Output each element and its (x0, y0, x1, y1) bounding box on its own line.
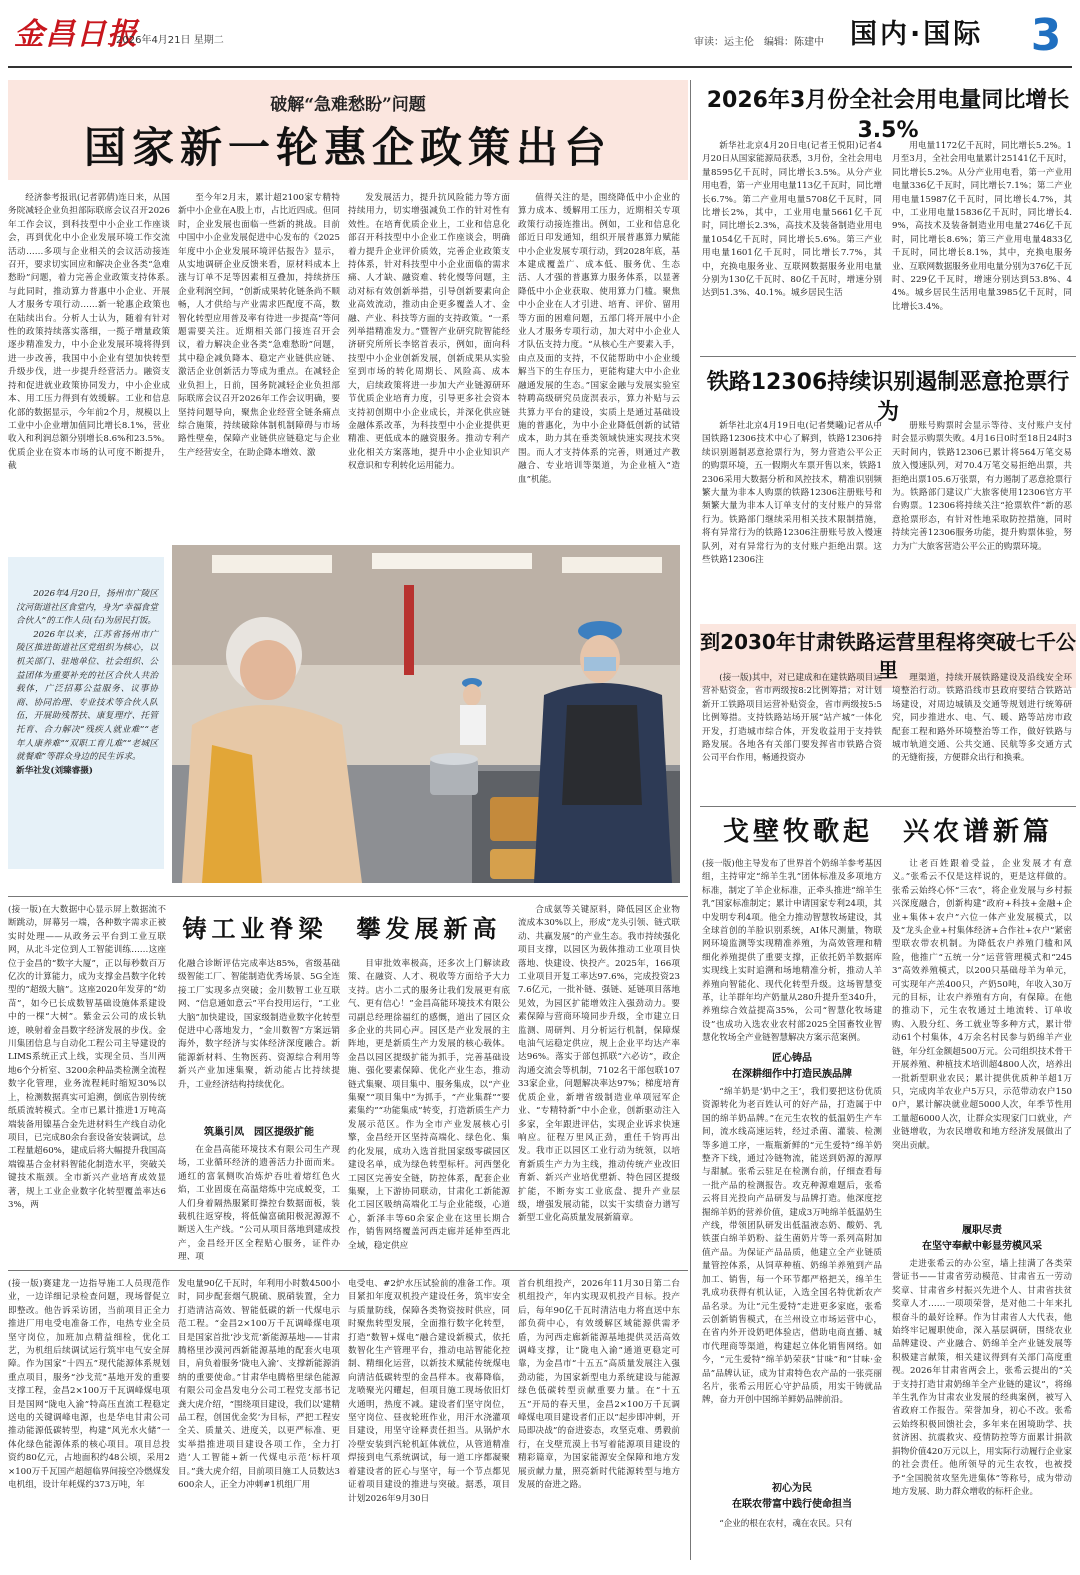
gobi-subhead-2b: 在联农带富中践行使命担当 (732, 1499, 852, 1510)
masthead-rule (8, 66, 1072, 68)
newspaper-logo: 金昌日报 (14, 17, 138, 52)
industry-column-4: 合成氨等关键原料，降低园区企业物流成本30%以上，形成“龙头引领、链式联动、共赢发展”的产业生态。我市持续强化项目支撑，以园区为载体推动工业项目快落地、快建设、快投产。2025年，166项工业项目开复工率达97.6%，完成投资237.6亿元，一批补链、强链、延链项目落地见效，为园区扩能增效注入强劲动力。要素保障与营商环境同步升级，全市建立日监测、周研判、月分析运行机制，保障煤电油气运稳定供应，规上企业平均达产率达96%。落实于部包抓联“六必访”，政企沟通交流会等机制，7102名干部包联10733家企业，问题解决率达97%；梯度培育优质企业，新增省级制造业单项冠军企业、“专精特新”中小企业，创新驱动注入多家，全年跟进评估，实现企业诉求快速响应。征程万里风正劲，重任千钧再出发。我市正以园区工业行动为统领，以培育新质生产力为主线，推动传统产业改旧育新、新兴产业培优塑新、特色园区提级扩能，不断夯实工业底盘、提升产业层级，增强发展动能，以实干实绩奋力谱写新型工业化高质量发展新篇章。 (518, 905, 680, 1224)
gobi-column-1c: “企业的根在农村，魂在农民。只有 (719, 1519, 853, 1529)
gobi-column-1b: “绵羊奶是‘奶中之王’，我们要把这份优质资源转化为老百姓认可的好产品，打造属于中国的绵羊奶品牌。”在元生农牧的低温奶生产车间，流水线高速运转，经过杀菌、灌装、检测等多道工序，一瓶瓶新鲜的“元生爱特”绵羊奶整齐下线，通过冷链物流，能送到奶源的源厚与甜腻。张希云驻足在检测台前，仔细查看每一批产品的检测报告。攻克种源难题后，张希云将目光投向产品研发与品牌打造。他深度挖掘绵羊奶的营养价值，建成3万吨绵羊低温奶生产线，带领团队研发出低温液态奶、酸奶、乳铁蛋白绵羊奶粉、益生菌奶片等一系列高附加值产品。为保证产品品质，他建立全产业链质量管控体系，从饲草种植、奶绵羊养殖到产品加工、销售，每一个环节都严格把关，绵羊生乳成功获得有机认证，入选全国名特优新农产品名录。为让“元生爱特”走进更多家庭，张希云创新销售模式，在兰州设立市场运营中心，在省内外开设奶吧体验店，借助电商直播、城市代理商等渠道，构建起立体化销售网络。如今，“元生爱特”绵羊奶荣获“甘味”和“甘味·金品”品牌认证，成为甘肃特色农产品的一张亮丽名片，张希云用匠心守护品质，用实干铸就品牌，奋力开创中国绵羊鲜奶品牌前沿。 (702, 1087, 882, 1406)
section-title: 国内·国际 (850, 19, 984, 50)
photo-illustration (172, 545, 680, 883)
gobi-subhead-1a: 匠心铸品 (772, 1053, 812, 1064)
rail-column-1: 新华社北京4月19日电(记者樊曦)记者从中国铁路12306技术中心了解到，铁路12306持续识别遏制恶意抢票行为，努力营造公平公正的购票环境，五一假期火车票开售以来，铁路12306采用大数据分析和风控技术，精准识别频繁大量为非本人购票的铁路12306注册账号和频繁大量为非本人订单支付的支付账户的异常行为。铁路部门继续采用相关技术限制措施，将有异常行为的铁路12306注册账号放入慢速队列，对有异常行为的支付账户拒绝出票。这些铁路12306注 (702, 421, 882, 566)
industry-column-3: 目审批效率极高，还多次上门解读政策、在融资、人才、税收等方面给予大力支持。店小二式的服务让我们发展更有底气、更有信心！”金昌高能环境技术有限公司副总经理徐福红的感慨，道出了园区众多企业的共同心声。园区是产业发展的主阵地，更是新质生产力发展的核心载体。金昌以园区提级扩能为抓手，完善基础设施、强化要素保障、优化产业生态，推动链式集聚、项目集中、服务集成，以“产业集聚”“项目集中”为抓手，“产业集群”“要素集约”“功能集成”转变，打造新质生产力发展示范区。作为全市产业发展核心引擎，金昌经开区坚持高端化、绿色化、集约化发展，成功入选首批国家级零碳园区建设名单，成为绿色转型标杆。河西堡化工园区完善安全链，防控体系，配套企业集聚，上下游协同联动，甘肃化工新能源化工园区吸纳高端化工与企业能级，心道心，新泽丰等60余家企业在这里长期合作，销售网络覆盖河西走廊并延伸至西北全域，稳定供应 (348, 959, 510, 1251)
gobi-subhead-2a: 初心为民 (772, 1483, 812, 1494)
section-rule (700, 356, 1076, 357)
industry-headline: 铸工业脊梁 攀发展新高 (182, 914, 502, 943)
power-headline: 2026年3月份全社会用电量同比增长3.5% (706, 88, 1070, 143)
section-rule (8, 896, 688, 897)
column-divider (690, 80, 691, 1560)
lead-headline: 国家新一轮惠企政策出台 (83, 123, 612, 172)
lead-column-3: 发发展活力，提升抗风险能力等方面持续用力，切实增强减负工作的针对性有效性。在培育优质企业上，工业和信息化部召开科技型中小企业工作座谈会，明确着力提升企业评价质效，完善企业政策支持体系，针对科技型中小企业面临的需求痛、人才缺、融资难、转化慢等问题，主动对标有效创新举措，引导创新要素向企业高效流动，推动由企更多覆盖人才、金融、产业、科技等方面的支持政策。“一系列举措精准发力。”暨智产业研究院智能经济研究所所长李铭首表示，例如，面向科技型中小企业创新发展，创新成果从实验室到市场的转化周期长、风险高、成本大，启续政策将进一步加大产业链源研环节优质企业培育力度，引导更多社会资本支持初创期中小企业成长，并深化供应链金融体系改革，为科技型中小企业提供更精准、更低成本的融资服务。推动专利产业化相关方案落地，提升中小企业知识产权意识和专利转化运用能力。 (348, 193, 510, 472)
gansu-column-1: (接一版)其中，对已建成和在建铁路项目运营补贴资金，省市两级按8:2比例筹措；对计划新开工铁路项目运营补贴资金，省市两级按5:5比例筹措。支持铁路站场开展“站产城”一体化开发，打造城市综合体，开发收益用于支持铁路发展。各地各有关部门要发挥省市铁路合资公司平台作用，畅通投资办 (702, 673, 882, 764)
section-rule (700, 806, 1076, 807)
gansu-column-2: 理渠道，持续开展铁路建设及沿线安全环境整治行动。铁路沿线市县政府要结合铁路站场建设，对周边城镇及交通等规划进行统筹研究，同步推进水、电、气、暖、路等站房市政配套工程和路外环境整治等工作，做好铁路与城市轨道交通、公共交通、民航等多交通方式的无缝衔接，方便群众出行和换乘。 (892, 673, 1072, 764)
lead-column-2: 至今年2月末，累计超2100家专精特新中小企业在A股上市，占比近四成。但同时，企业发展也面临一些新的挑战。目前中国中小企业发展促进中心发布的《2025年度中小企业发展环境评估报告》显示，从实地调研企业反馈来看，原材料成本上涨与订单不足等因素相互叠加，持续挤压企业利润空间，“创新成果转化链条尚不顺畅，人才供给与产业需求匹配度不高，数智化转型应用普及率有待进一步提高”等问题需要关注。近期相关部门接连召开会议，着力解决企业各类“急难愁盼”问题，其中稳企减负降本、稳定产业链供应链、激活企业创新活力等成为重点。在减轻企业负担上，日前，国务院减轻企业负担部际联席会议召开2026年工作会议明确，要坚持问题导向，聚焦企业经营全链条痛点综合施策，持续破除体制机制障碍与市场路性壁垒，保障产业链供应链稳定与企业生产经营安全，在助企降本增效、激 (178, 193, 340, 458)
gobi-column-1: (接一版)他主导发布了世界首个奶绵羊参考基因组，主持审定“绵羊生乳”团体标准及多项地方标准，制定了羊企业标准，正牵头推进“绵羊生乳”国家标准制定；累计申请国家专利24项，其中发明专利4项。他全力推动智慧牧场建设，其全球首创的羊脸识别系统，AI体尺测量，物联网环境监测等实现精准养殖，为高效管理和精细化养殖提供了重要支撑，正依托奶羊数据库实现线上实时追溯和场地精准分析，推动人羊养殖向智能化、现代化转型升级。这场智慧变革，让羊群年均产奶量从280升提升至340升，养殖综合效益提高35%，公司“智慧化牧场建设”也成功入选农业农村部2025全国畜牧业智慧化牧场全产业链智慧解决方案示范案例。 (702, 859, 882, 1044)
energy-column-4: 首台机组投产，2026年11月30日第二台机组投产，年内实现双机投产目标。投产后，每年90亿千瓦时清洁电力将直送中东部负荷中心，有效缓解区域能源供需矛盾，为河西走廊新能源基地提供灵活高效调峰支撑，让“陇电入渝”通道更稳定可靠，为金昌市“十五五”高质量发展注入强劲动能，为国家新型电力系统建设与能源绿色低碳转型贡献重要力量。在“十五五”开局的春天里，金昌2×100万千瓦调峰煤电项目建设者们正以“起步即冲刺，开局即决战”的奋进姿态，攻坚克难、勇毅前行，在戈壁荒漠上书写着能源项目建设的精彩篇章，为国家能源安全保障和地方发展贡献力量，照亮新时代能源转型与地方发展的奋进之路。 (518, 1279, 680, 1491)
page-number: 3 (1030, 10, 1062, 61)
industry-column-1: (接一版)在大数据中心显示屏上数据流不断跳动，屏幕另一端，各种数字需求正被实时处理——从政务云平台到工业互联网，从北斗定位到人工智能训练……这座位于金昌的“数字大厦”，正以每秒数百万亿次的计算能力，成为支撑金昌数字化转型的“超级大脑”。这座2020年发芽的“幼苗”，如今已长成数智基础设施体系建设中的一棵“大树”。紫金云公司的成长轨迹，映射着金昌数字经济发展的步伐。金川集团信息与自动化工程公司主导建设的LIMS系统正式上线，实现全员、当川两地6个分析室、3200余种品类检测全流程数字化管理，业务流程耗时缩短30%以上，检测数据真实可追溯，倒底告别传统纸质流转模式。全市已累计推进1万吨高端装备用镍基合金先进材料生产线自动化项目，已完成80余台套设备安装调试，总工程量超60%，建成后将大幅提升我国高端镍基合金材料智能化制造水平，突破关键技术瓶颈。全市新兴产业培育成效显著，规上工业企业数字化转型覆盖率达63%，两 (8, 905, 166, 1210)
energy-column-1: (接一版)赛建龙一边指导施工人员现范作业，一边详细记录检查问题，现场督促立即整改。他告诉采访团，当前项目正全力推进厂用电受电准备工作，电热专业全员坚守岗位，加班加点精益细检，优化工艺，为机组后续调试运行筑牢电气安全屏障。作为国家“十四五”现代能源体系规划重点项目，服务“沙戈荒”基地开发的重要支撑工程，金昌2×100万千瓦调峰煤电项目是国网“陇电入渝”特高压直流工程稳定送电的关键调峰电源，也是华电甘肃公司推动能源低碳转型，构建“风光水火储”一体化绿色能源体系的核心项目。项目总投资约80亿元，占地面积约48公顷，采用2×100万千瓦国产超超临界间接空冷燃煤发电机组，设计年耗煤约373万吨，年 (8, 1279, 170, 1491)
energy-column-3: 电受电、#2炉水压试验前的准备工作。项目紧扣年度双机投产建设任务，筑牢安全与质量防线，保障各类物资按时供应，同时聚焦转型发展，全面推行数字化转型，打造“数智+煤电”融合建设新模式，依托数智化生产管理平台，推动电站智能化控制、精细化运营，以新技术赋能传统煤电向清洁低碳转型的金昌样本。夜幕降临，龙喷聚光闪耀起，但项目施工现场依旧灯火通明，热度不减。建设者们坚守岗位，坚守岗位、昼夜轮班作业，用汗水浇灌项目建设，用坚守诠释责任担当。从锅炉水冷壁安装到汽轮机缸体就位，从管道精准焊接到电气系统调试，每一道工序都凝聚着建设者的匠心与坚守，每一个节点都见证着项目建设的推进与突破。据悉，项目计划2026年9月30日 (348, 1279, 510, 1504)
gobi-subhead-3b: 在坚守奉献中彰显劳模风采 (922, 1241, 1042, 1252)
industry-column-2b: 在金昌高能环境技术有限公司生产现场，工业循环经济的遗善活力扑面而来。通红的富氧侧吹冶炼炉吞吐着熔红色火焰，工业固废在高温熔炼中完成蜕变，工人们身着隔热服紧盯操控台数据面板，装载机往返穿梭，将低偏富硫阳极泥源源不断送入生产线。“公司从项目落地到建成投产，金昌经开区全程贴心服务，证件办理、项 (178, 1145, 340, 1263)
gobi-headline: 戈壁牧歌起 兴农谱新篇 (722, 817, 1053, 847)
industry-subhead: 筑巢引凤 园区提级扩能 (178, 1126, 340, 1140)
news-photo-canteen (172, 545, 680, 883)
rail-column-2: 册账号购票时会显示等待、支付账户支付时会显示购票失败。4月16日0时至18日24时3天时间内，铁路12306已累计将564万笔交易放入慢速队列，对70.4万笔交易拒绝出票，共拒绝出票105.6万张票，有力遏制了恶意抢票行为。铁路部门建议广大旅客使用12306官方平台购票。12306将持续关注“抢票软件”新的恶意抢票形态，有针对性地采取防控措施，同时持续完善12306服务功能，提升购票体验，努力为广大旅客营造公平公正的购票环境。 (892, 421, 1072, 552)
masthead (0, 0, 1080, 70)
gansu-headline: 到2030年甘肃铁路运营里程将突破七千公里 (700, 624, 1076, 688)
lead-kicker: 破解“急难愁盼”问题 (270, 95, 426, 115)
editor-credits: 审读：运主伦 编辑：陈建中 (694, 37, 824, 48)
lead-column-4: 值得关注的是，围绕降低中小企业的算力成本、缓解用工压力，近期相关专项政策行动接连推出。例如，工业和信息化部近日印发通知，组织开展普惠算力赋能中小企业发展专项行动，到2028年底，基本建成覆盖广、成本低、服务优、生态活、人才强的普惠算力服务体系，以显著降低中小企业获取、使用算力门槛。聚焦中小企业在人才引进、培育、评价、留用等方面的困难问题，五部门将开展中小企业人才服务专项行动，加大对中小企业人才队伍支持力度。“从核心生产要素入手，由点及面的支持，不仅能帮助中小企业缓解当下的生存压力，更能构建大中小企业融通发展的生态。”国家金融与发展实验室特聘高级研究员庞溟表示，算力补贴与云共算力平台的建设，实质上是通过基础设施的普惠化，为中小企业降低创新的试错成本，助力其在垂类领域快速实现技术突围。而人才支持体系的完善，则通过产教融合、专业培训等渠道，为企业植入“造血”机能。 (518, 193, 680, 485)
lead-column-1: 经济参考报讯(记者郭倩)连日来，从国务院减轻企业负担部际联席会议召开2026年工作会议，到科技型中小企业工作座谈会，再到优化中小企业发展环境工作交流活动……多项与企业相关的会议活动接连召开，要求切实回应和解决企业各类“急难愁盼”问题，着力完善企业政策支持体系。 与此同时，推动算力普惠中小企业、开展人才服务专项行动……新一轮惠企政策也在陆续出台。分析人士认为，随着有针对性的政策持续落实落细，一揽子增量政策逐步精准发力，中小企业发展环境将得到进一步改善，我国中小企业有望加快转型升级步伐，进一步提升经营活力。融资支持和促进就业政策协同发力，中小企业成本、用工压力得到有效缓解。工业和信息化部的数据显示，今年前2个月，规模以上工业中小企业增加值同比增长8.1%，营业收入和利润总额分别增长8.6%和23.5%。优质企业在资本市场的认可度不断提升，截 (8, 193, 170, 472)
gobi-subhead-1b: 在深耕细作中打造民族品牌 (732, 1069, 852, 1080)
industry-column-2: 化融合诊断评估完成率达85%，省级基础级智能工厂、智能制造优秀场景、5G全连接工厂实现多点突破；金川数智工业互联网、“信息通如意云”平台投用运行，“工业大脑”加快建设，国家级制造业数字化转型促进中心落地发力，“金川数智”方案远销海外，数字经济与实体经济深度融合。新能源新材料、生物医药、资源综合利用等新兴产业加速集聚，新动能占比持续提升，工业经济结构持续优化。 (178, 959, 340, 1090)
photo-caption: 2026年4月20日，扬州市广陵区汶河街道社区食堂内，身为“幸福食堂合伙人”的工作人员(右)为居民打饭。 2026年以来，江苏省扬州市广陵区推进街道社区党组织为核心，以机关部门、驻地单位、社会组织、公益团体为重要补充的社区合伙人共治载体，广泛招募公益服务、议事协商、协同治理、专业技术等合伙人队伍，开展助残帮扶、康复理疗、托管托育、合力解决“残疾人就业难”“老年人康养难”“双职工育儿难”“老城区就餐难”等群众身边的民生诉求。 新华社发(刘臻睿摄) (16, 589, 158, 776)
gobi-subhead-3a: 履职尽责 (962, 1225, 1002, 1236)
gobi-column-2b: 走进张希云的办公室，墙上挂满了各类荣誉证书——甘肃省劳动模范、甘肃省五一劳动奖章、甘肃省乡村振兴先进个人、甘肃省扶贫奖章人才……一项项荣誉，是对他二十年来扎根奋斗的最好诠释。作为甘肃省人大代表，他始终牢记履职使命，深入基层调研，围绕农业品牌建设、产业融合、奶绵羊全产业链发展等积极建言献策，相关建议得到有关部门高度重视。2026年甘肃省两会上，张希云提出的“关于支持打造甘肃奶绵羊全产业链的建议”，将绵羊生乳作为甘肃农业发展的经典案例，被写入省政府工作报告。荣誉加身，初心不改。张希云始终积极回馈社会，多年来在困境助学、扶贫济困、抗震救灾、疫情防控等方面累计捐款捐物价值420万元以上，用实际行动履行企业家的社会责任。他所领导的元生农牧，也被授予“全国脱贫攻坚先进集体”等称号，成为带动地方发展、助力群众增收的标杆企业。 (892, 1259, 1072, 1497)
rail-headline: 铁路12306持续识别遏制恶意抢票行为 (706, 370, 1070, 425)
power-column-2: 用电量1172亿千瓦时，同比增长5.2%。1月至3月，全社会用电量累计25141亿千瓦时，同比增长5.2%。从分产业用电看，第一产业用电量336亿千瓦时，同比增长7.1%；第二产业用电量15987亿千瓦时，同比增长4.7%，其中，工业用电量15836亿千瓦时，同比增长4.9%，高技术及装备制造业用电量2746亿千瓦时，同比增长8.6%；第三产业用电量4833亿千瓦时，同比增长8.1%，其中，充换电服务业、互联网数据服务业用电量分别为376亿千瓦时、229亿千瓦时，增速分别达到53.8%、44%。城乡居民生活用电量3985亿千瓦时，同比增长3.4%。 (892, 141, 1072, 312)
gobi-column-2: 让老百姓跟着受益，企业发展才有意义。”张希云不仅是这样说的，更是这样做的。张希云始终心怀“三农”，将企业发展与乡村振兴深度融合，创新构建“政府+科技+金融+企业+集体+农户”六位一体产业发展模式，以及“龙头企业+村集体经济+合作社+农户”紧密型联农带农机制。为降低农户养殖门槛和风险，他推广“五统一分”运营管理模式和“2453”高效养殖模式，以200只基础母羊为单元，可实现年产羔400只，产奶50吨，年收入30万元的目标，让农户养殖有方向，有保障。在他的推动下，元生农牧通过土地流转、订单收购、入股分红、务工就业等多种方式，累计带动61个村集体，4万余名村民参与奶绵羊产业链，年分红金额超500万元。公司组织技术骨干开展养殖、种植技术培训超4800人次，培养出一批新型职业农民；累计提供优质种羊超1万只，完成肉羊农业户5万只，示范带动农户1500户，累计解决就业超5000人次，年季节性用工量超6000人次，让群众实现家门口就业，产业链增收，为农民增收和地方经济发展做出了突出贡献。 (892, 859, 1072, 1151)
power-column-1: 新华社北京4月20日电(记者王悦阳)记者4月20日从国家能源局获悉，3月份，全社会用电量8595亿千瓦时，同比增长3.5%。从分产业用电看，第一产业用电量113亿千瓦时，同比增长6.7%。第二产业用电量5708亿千瓦时，同比增长2%，其中，工业用电量5661亿千瓦时，同比增长2.3%，高技术及装备制造业用电量1054亿千瓦时，同比增长5.6%。第三产业用电量1601亿千瓦时，同比增长7.7%，其中，充换电服务业、互联网数据服务业用电量分别为130亿千瓦时、80亿千瓦时，增速分别达到51.3%、40.1%。城乡居民生活 (702, 141, 882, 299)
section-rule (8, 1270, 688, 1271)
energy-column-2: 发电量90亿千瓦时，年利用小时数4500小时，同步配套烟气脱硫、脱硝装置，全力打造清洁高效、智能低碳的新一代煤电示范工程。“金昌2×100万千瓦调峰煤电项目是国家首批‘沙戈荒’新能源基地——甘肃腾格里沙漠河西新能源基地的配套火电项目，肩负着服务‘陇电入渝’、支撑新能源消纳的重要使命。”甘肃华电腾格里绿色能源有限公司金昌发电分公司工程党支部书记龚大虎介绍，“围绕项目建设，我们以‘建精品工程，创国优金奖’为目标，严把工程安全关、质量关、进度关，以更严标准、更实举措推进项目建设各项工作，全力打造‘人工智能+新一代煤电示范’标杆项目。”龚大虎介绍，目前项目施工人员数达3600余人，正全力冲刺#1机组厂用 (178, 1279, 340, 1491)
issue-date: 2026年4月21日 星期二 (116, 35, 224, 46)
